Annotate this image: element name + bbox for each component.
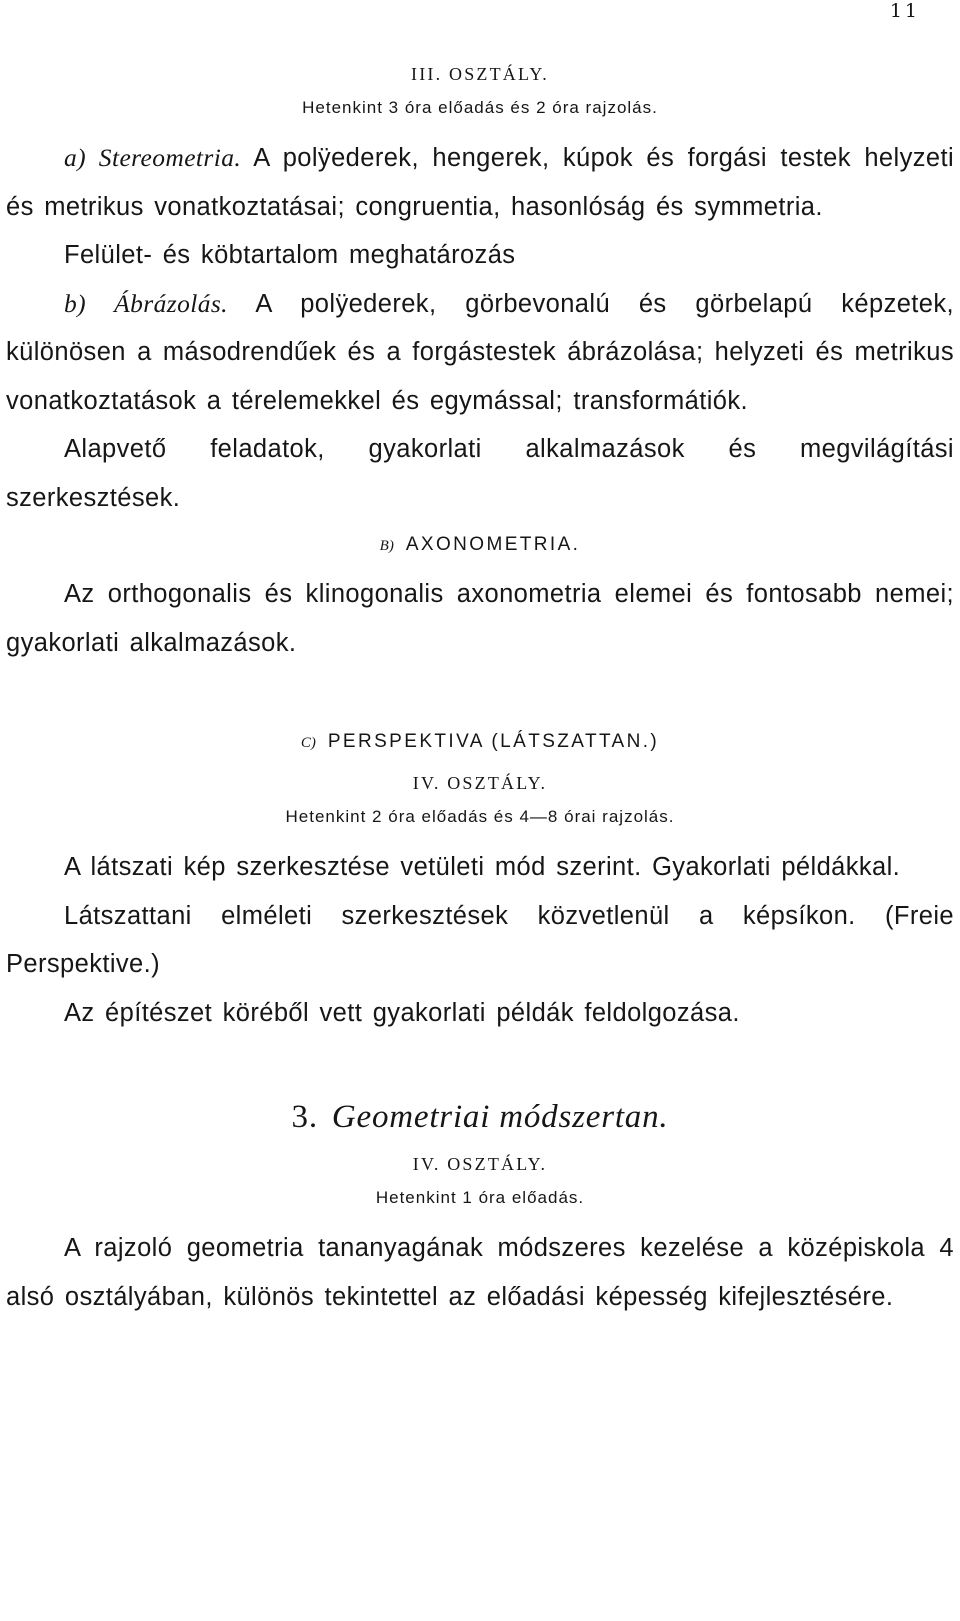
section-title-text: Geometriai módszertan. <box>331 1099 669 1135</box>
class-heading-iii: III. OSZTÁLY. <box>411 64 549 84</box>
paragraph-felulet: Felület- és köbtartalom meghatározás <box>64 241 516 269</box>
class-heading-iv-a: IV. OSZTÁLY. <box>412 773 548 793</box>
text-abrazolas: A polÿederek, görbevonalú és görbelapú képzetek, különösen a másodrendűek és a forgástestek ábrázolása; helyzeti és metrikus vonatkoztatások a térelemekkel és egymással; transformátiók. <box>6 289 955 415</box>
paragraph-latszati: A látszati kép szerkesztése vetületi mód szerint. Gyakorlati példákkal. <box>64 853 901 881</box>
paragraph-alapveto: Alapvető feladatok, gyakorlati alkalmazások és megvilágítási szerkesztések. <box>6 435 954 512</box>
section-number: 3. <box>291 1099 318 1135</box>
paragraph-latszattani: Látszattani elméleti szerkesztések közvetlenül a képsíkon. (Freie Perspektive.) <box>6 901 954 978</box>
letter-c: C) <box>300 735 316 751</box>
page-number: 11 <box>889 0 920 22</box>
section-title-geometriai <box>6 1099 954 1136</box>
schedule-iii: Hetenkint 3 óra előadás és 2 óra rajzolás. <box>302 98 658 117</box>
heading-axonometria <box>6 534 954 556</box>
class-heading-iv-b: IV. OSZTÁLY. <box>412 1154 548 1174</box>
paragraph-epiteszet: Az építészet köréből vett gyakorlati példák feldolgozása. <box>64 998 740 1027</box>
paragraph-axonometria: Az orthogonalis és klinogonalis axonometria elemei és fontosabb nemei; gyakorlati alkalmazások. <box>6 580 954 657</box>
paragraph-rajzolo: A rajzoló geometria tananyagának módszeres kezelése a középiskola 4 alsó osztályában, különös tekintettel az előadási képesség kifejlesztésére. <box>6 1234 954 1311</box>
schedule-iv-a: Hetenkint 2 óra előadás és 4—8 órai rajzolás. <box>285 807 675 826</box>
paragraph-stereometria <box>6 134 954 231</box>
page-content <box>6 64 954 1321</box>
heading-perspektiva <box>6 731 954 753</box>
label-stereometria: a) Stereometria. <box>64 143 242 172</box>
schedule-iv-b: Hetenkint 1 óra előadás. <box>375 1188 585 1207</box>
letter-b: B) <box>379 538 394 554</box>
text-stereometria: A polÿederek, hengerek, kúpok és forgási testek helyzeti és metrikus vonatkoztatásai; congruentia, hasonlóság és symmetria. <box>6 144 955 221</box>
heading-perspektiva-text: PERSPEKTIVA (LÁTSZATTAN.) <box>327 731 660 752</box>
paragraph-abrazolas <box>6 280 954 426</box>
heading-axonometria-text: AXONOMETRIA. <box>405 534 581 555</box>
label-abrazolas: b) Ábrázolás. <box>64 288 228 318</box>
